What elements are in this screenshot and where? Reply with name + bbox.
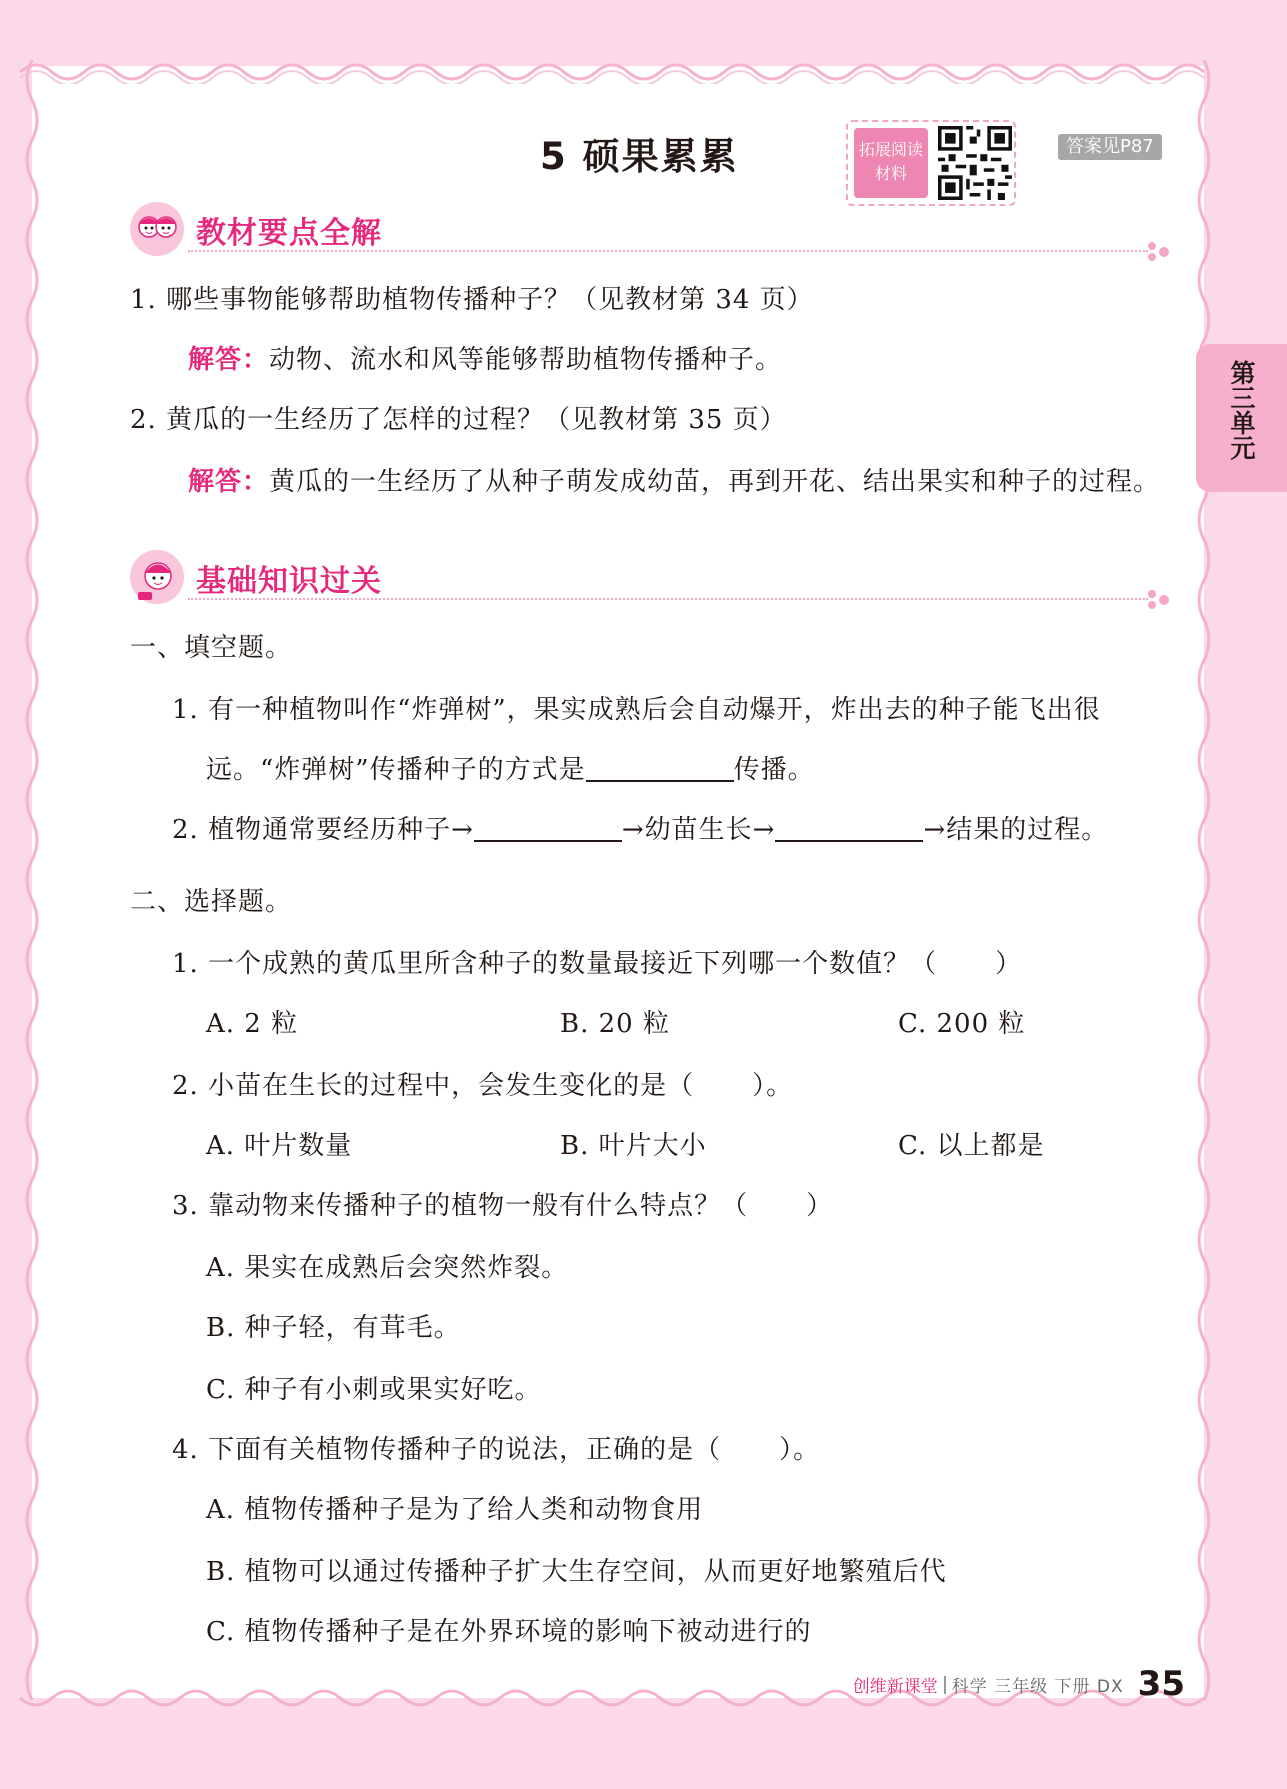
extended-reading-qr[interactable]: [846, 120, 1016, 206]
section-key-points-header: [128, 200, 1168, 260]
fill-question-1-line2: [206, 752, 815, 788]
question-stem: 3. 靠动物来传播种子的植物一般有什么特点？（: [172, 1191, 749, 1221]
choice-2-option-c: C. 以上都是: [898, 1131, 1045, 1161]
fill-in-heading: 一、填空题。: [130, 633, 293, 663]
qr-label-line2: 材料: [874, 164, 907, 183]
answer-text: 黄瓜的一生经历了从种子萌发成幼苗，再到开花、结出果实和种子的过程。: [269, 467, 1161, 497]
text-segment: →幼苗生长→: [621, 815, 776, 845]
choice-4-option-c: C. 植物传播种子是在外界环境的影响下被动进行的: [206, 1617, 812, 1647]
choice-question-2: [172, 1068, 793, 1104]
key-point-question-1: 1. 哪些事物能够帮助植物传播种子？（见教材第 34 页）: [130, 285, 814, 315]
text-segment: 传播。: [733, 755, 815, 785]
choice-3-option-b: B. 种子轻，有茸毛。: [206, 1313, 461, 1343]
answer-label: 解答：: [188, 345, 270, 375]
choice-1-option-a: A. 2 粒: [206, 1009, 299, 1039]
question-stem-end: ）。: [752, 1071, 794, 1101]
left-wave-border: [20, 60, 44, 1710]
choice-heading: 二、选择题。: [130, 887, 293, 917]
key-point-question-2: 2. 黄瓜的一生经历了怎样的过程？（见教材第 35 页）: [130, 405, 787, 435]
unit-side-tab: [1196, 344, 1287, 492]
section-divider: [188, 250, 1148, 252]
right-wave-border: [1192, 60, 1216, 1710]
choice-1-option-c: C. 200 粒: [898, 1009, 1026, 1039]
qr-code-icon: [938, 126, 1012, 200]
fill-question-2: [172, 812, 1108, 848]
text-segment: 远。“炸弹树”传播种子的方式是: [206, 755, 586, 785]
answer-reference-tag: 答案见P87: [1058, 134, 1162, 160]
cartoon-kid-icon: [128, 548, 186, 606]
answer-label: 解答：: [188, 467, 270, 497]
choice-4-option-a: A. 植物传播种子是为了给人类和动物食用: [206, 1495, 704, 1525]
choice-3-option-c: C. 种子有小刺或果实好吃。: [206, 1375, 542, 1405]
unit-tab-label: 第三单元: [1227, 360, 1256, 460]
decor-dots-icon: [1146, 240, 1172, 264]
lesson-title: 5 硕果累累: [540, 135, 739, 178]
answer-blank[interactable]: [775, 814, 923, 842]
text-segment: →结果的过程。: [923, 815, 1109, 845]
fill-question-1-line1: 1. 有一种植物叫作“炸弹树”，果实成熟后会自动爆开，炸出去的种子能飞出很: [172, 695, 1101, 725]
question-stem-end: ）: [995, 949, 1023, 979]
question-stem: 1. 一个成熟的黄瓜里所含种子的数量最接近下列哪一个数值？（: [172, 949, 938, 979]
answer-blank[interactable]: [586, 754, 734, 782]
decor-dots-icon: [1146, 588, 1172, 612]
footer-brand: 创维新课堂: [852, 1677, 938, 1697]
key-point-answer-2: [188, 464, 1160, 500]
choice-1-option-b: B. 20 粒: [560, 1009, 670, 1039]
page-footer: [853, 1664, 1185, 1704]
qr-label: [854, 128, 928, 198]
question-stem-end: ）: [806, 1191, 834, 1221]
question-stem: 4. 下面有关植物传播种子的说法，正确的是（: [172, 1435, 722, 1465]
choice-question-1: [172, 946, 1022, 982]
answer-text: 动物、流水和风等能够帮助植物传播种子。: [269, 345, 783, 375]
section-divider: [188, 598, 1148, 600]
qr-label-line1: 拓展阅读: [858, 140, 923, 159]
question-stem: 2. 小苗在生长的过程中，会发生变化的是（: [172, 1071, 695, 1101]
choice-question-3: [172, 1188, 833, 1224]
choice-2-option-a: A. 叶片数量: [206, 1131, 353, 1161]
choice-4-option-b: B. 植物可以通过传播种子扩大生存空间，从而更好地繁殖后代: [206, 1557, 947, 1587]
text-segment: 2. 植物通常要经历种子→: [172, 815, 474, 845]
choice-question-4: [172, 1432, 820, 1468]
top-wave-border: [0, 54, 1287, 84]
footer-subtitle: 科学 三年级 下册 DX: [951, 1677, 1124, 1697]
section-basic-knowledge-header: [128, 548, 1168, 608]
choice-3-option-a: A. 果实在成熟后会突然炸裂。: [206, 1253, 569, 1283]
answer-blank[interactable]: [474, 814, 622, 842]
section-title: 教材要点全解: [196, 216, 382, 251]
footer-separator: [944, 1676, 946, 1694]
section-title: 基础知识过关: [196, 564, 382, 599]
page-number: 35: [1137, 1664, 1185, 1704]
key-point-answer-1: [188, 342, 782, 378]
question-stem-end: ）。: [779, 1435, 821, 1465]
cartoon-kids-icon: [128, 200, 186, 258]
choice-2-option-b: B. 叶片大小: [560, 1131, 707, 1161]
